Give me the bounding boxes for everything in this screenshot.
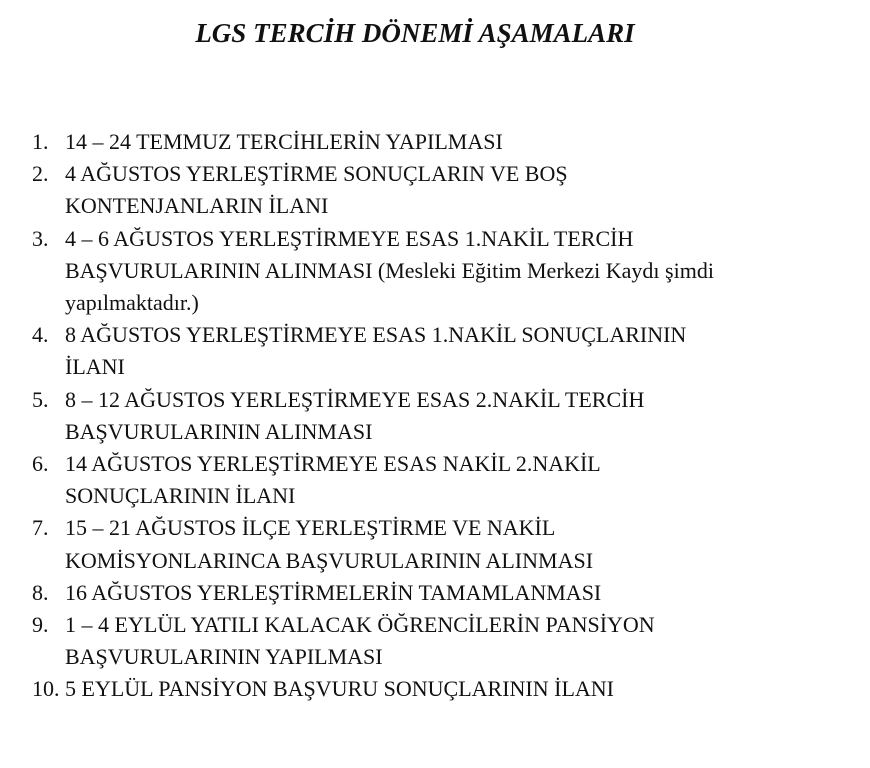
item-text-line: 15 – 21 AĞUSTOS İLÇE YERLEŞTİRME VE NAKİL (65, 515, 556, 541)
list-item (32, 223, 862, 320)
list-item (32, 319, 862, 383)
steps-list (32, 126, 862, 706)
item-text: 5 EYLÜL PANSİYON BAŞVURU SONUÇLARININ İLANI (65, 676, 614, 702)
item-number: 8. (32, 579, 49, 605)
item-text-line: BAŞVURULARININ ALINMASI (65, 418, 373, 444)
item-text-line: SONUÇLARININ İLANI (65, 483, 296, 509)
item-text-line: İLANI (65, 354, 125, 380)
list-item (32, 158, 862, 222)
item-text-line: KONTENJANLARIN İLANI (65, 193, 329, 219)
item-number: 9. (32, 612, 49, 638)
item-number: 10. (32, 676, 60, 702)
list-item (32, 609, 862, 673)
item-text-line: 1 – 4 EYLÜL YATILI KALACAK ÖĞRENCİLERİN PANSİYON (65, 612, 655, 638)
item-number: 4. (32, 322, 49, 348)
item-text-line: 4 – 6 AĞUSTOS YERLEŞTİRMEYE ESAS 1.NAKİL TERCİH (65, 225, 634, 251)
list-item (32, 577, 862, 609)
item-text-line: BAŞVURULARININ ALINMASI (Mesleki Eğitim Merkezi Kaydı şimdi (65, 257, 714, 283)
item-text-line: KOMİSYONLARINCA BAŞVURULARININ ALINMASI (65, 547, 594, 573)
item-number: 6. (32, 451, 49, 477)
item-text-line: yapılmaktadır.) (65, 290, 199, 316)
page-title-text: LGS TERCİH DÖNEMİ AŞAMALARI (195, 18, 635, 48)
page-title (0, 18, 870, 49)
list-item (32, 512, 862, 576)
item-text-line: 14 AĞUSTOS YERLEŞTİRMEYE ESAS NAKİL 2.NAKİL (65, 451, 601, 477)
list-item (32, 126, 862, 158)
item-text-line: 8 AĞUSTOS YERLEŞTİRMEYE ESAS 1.NAKİL SONUÇLARININ (65, 322, 687, 348)
item-number: 3. (32, 225, 49, 251)
item-number: 7. (32, 515, 49, 541)
item-number: 2. (32, 161, 49, 187)
item-text-line: 4 AĞUSTOS YERLEŞTİRME SONUÇLARIN VE BOŞ (65, 161, 568, 187)
item-text-line: BAŞVURULARININ YAPILMASI (65, 644, 383, 670)
item-text: 14 – 24 TEMMUZ TERCİHLERİN YAPILMASI (65, 129, 503, 154)
list-item (32, 384, 862, 448)
item-text: 16 AĞUSTOS YERLEŞTİRMELERİN TAMAMLANMASI (65, 579, 602, 605)
item-number: 1. (32, 129, 49, 154)
item-text-line: 8 – 12 AĞUSTOS YERLEŞTİRMEYE ESAS 2.NAKİL TERCİH (65, 386, 645, 412)
list-item (32, 673, 862, 705)
list-item (32, 448, 862, 512)
item-number: 5. (32, 386, 49, 412)
